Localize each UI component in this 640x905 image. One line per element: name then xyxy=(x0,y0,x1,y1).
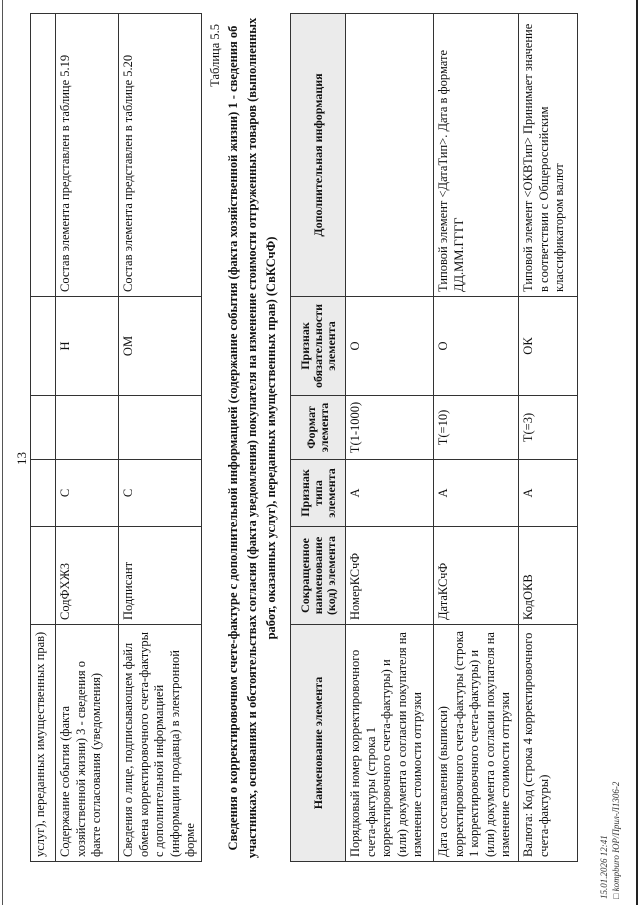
cell-info: Типовой элемент <ДатаТип>. Дата в формате ДД.ММ.ГГГГ xyxy=(434,14,519,297)
table-row xyxy=(519,14,578,862)
cell-info xyxy=(346,14,434,297)
cell-required: ОМ xyxy=(119,297,202,396)
cell-name: Валюта: Код (строка 4 корректировочного счета-фактуры) xyxy=(519,625,578,862)
cell-required: О xyxy=(434,297,519,396)
table-row xyxy=(119,14,202,862)
cell-code: СодФХЖ3 xyxy=(56,527,119,625)
cell-required: ОК xyxy=(519,297,578,396)
cell-name: Содержание события (факта хозяйственной жизни) 3 - сведения о факте согласования (уведомления) xyxy=(56,625,119,862)
cell-type: С xyxy=(56,460,119,527)
table-row xyxy=(434,14,519,862)
cell-required: О xyxy=(346,297,434,396)
cell-name: услуг), переданных имущественных прав) xyxy=(31,625,56,862)
header-name: Наименование элемента xyxy=(291,625,346,862)
cell-required: Н xyxy=(56,297,119,396)
table-row xyxy=(56,14,119,862)
page-number: 13 xyxy=(14,452,29,465)
header-code: Сокращенное наименование (код) элемента xyxy=(291,527,346,625)
print-footer xyxy=(598,782,622,899)
cell-type: А xyxy=(519,460,578,527)
footer-timestamp: 15.01.2026 12:41 xyxy=(599,835,609,899)
cell-format xyxy=(56,396,119,460)
table-row xyxy=(31,14,56,862)
header-format: Формат элемента xyxy=(291,396,346,460)
cell-name: Дата составления (выписки) корректировочного счета-фактуры (строка 1 корректировочного счета-фактуры) и (или) документа о согласии покупателя на изменение стоимости отгрузки xyxy=(434,625,519,862)
table-label: Таблица 5.5 xyxy=(208,24,222,87)
table-row xyxy=(346,14,434,862)
cell-info: Типовой элемент <ОКВТип> Принимает значение в соответствии с Общероссийским классификатором валют xyxy=(519,14,578,297)
cell-format xyxy=(119,396,202,460)
cell-type: А xyxy=(346,460,434,527)
continuation-table xyxy=(30,13,202,862)
cell-name: Сведения о лице, подписывающем файл обмена корректировочного счета-фактуры с дополнительной информацией (информации продавца) в электронной форме xyxy=(119,625,202,862)
scan-edge-line xyxy=(636,0,638,905)
cell-info: Состав элемента представлен в таблице 5.19 xyxy=(56,14,119,297)
cell-code: Подписант xyxy=(119,527,202,625)
cell-info: Состав элемента представлен в таблице 5.20 xyxy=(119,14,202,297)
cell-code: ДатаКСчФ xyxy=(434,527,519,625)
cell-format: Т(1-1000) xyxy=(346,396,434,460)
table-title: Сведения о корректировочном счете-фактуре с дополнительной информацией (содержание события (факта хозяйственной жизни) 1 - сведения об участниках, основаниях и обстоятельствах согласия (факта уведомления) покупателя на изменение стоимости отгруженных товаров (выполненных работ, оказанных услуг), переданных имущественных прав) (СвКСчФ) xyxy=(226,17,278,859)
scan-border-line xyxy=(2,0,3,905)
cell-code: НомерКСчФ xyxy=(346,527,434,625)
cell-type: С xyxy=(119,460,202,527)
cell-format: Т(=10) xyxy=(434,396,519,460)
footer-doc-id: □ kompburo ЮР/Прил-Л1306-2 xyxy=(611,781,621,899)
cell-name: Порядковый номер корректировочного счета-фактуры (строка 1 корректировочного счета-фактуры) и (или) документа о согласии покупателя на изменение стоимости отгрузки xyxy=(346,625,434,862)
cell-code: КодОКВ xyxy=(519,527,578,625)
cell-type: А xyxy=(434,460,519,527)
header-info: Дополнительная информация xyxy=(291,14,346,297)
header-type: Признак типа элемента xyxy=(291,460,346,527)
cell-format: Т(=3) xyxy=(519,396,578,460)
table-header-row xyxy=(291,14,346,862)
main-table xyxy=(290,13,578,862)
header-required: Признак обязательности элемента xyxy=(291,297,346,396)
